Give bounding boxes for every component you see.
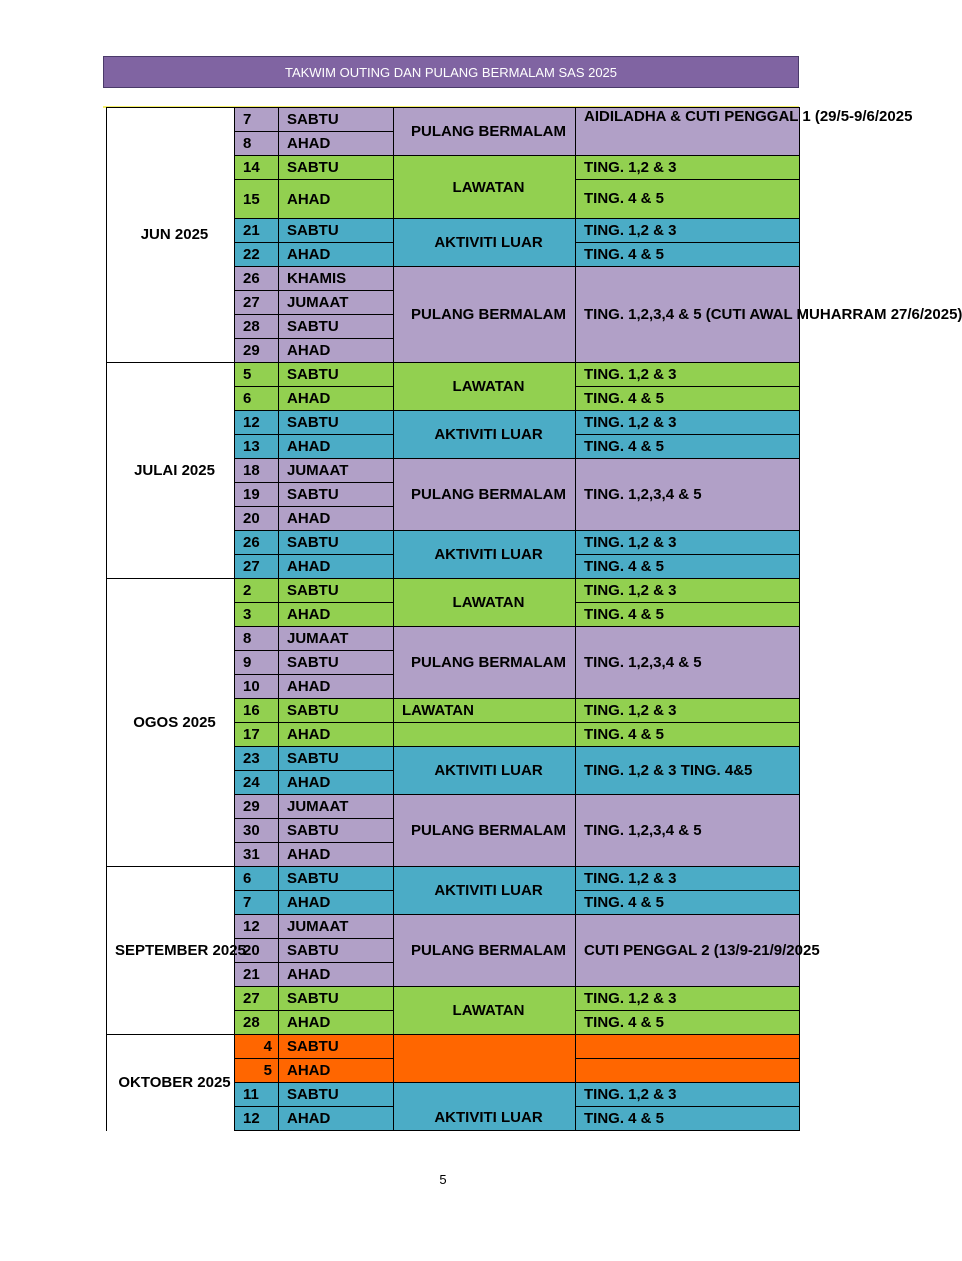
date-cell: 27 — [235, 987, 279, 1011]
date-cell: 3 — [235, 603, 279, 627]
date-cell: 17 — [235, 723, 279, 747]
month-label: OGOS 2025 — [133, 713, 216, 731]
event-cell: PULANG BERMALAM — [394, 459, 576, 531]
day-cell: AHAD — [279, 675, 394, 699]
page-number: 5 — [439, 1172, 447, 1187]
date-cell: 14 — [235, 156, 279, 180]
day-cell: SABTU — [279, 363, 394, 387]
date-cell: 10 — [235, 675, 279, 699]
day-cell: SABTU — [279, 108, 394, 132]
note-cell: TING. 1,2 & 3 TING. 4&5 — [576, 747, 800, 795]
event-cell: AKTIVITI LUAR — [394, 531, 576, 579]
day-cell: SABTU — [279, 156, 394, 180]
day-cell: SABTU — [279, 1035, 394, 1059]
date-cell: 21 — [235, 963, 279, 987]
event-cell: AKTIVITI LUAR — [394, 1083, 576, 1131]
date-cell: 27 — [235, 291, 279, 315]
note-cell: TING. 4 & 5 — [576, 1011, 800, 1035]
date-cell: 28 — [235, 315, 279, 339]
day-cell: SABTU — [279, 1083, 394, 1107]
date-cell: 5 — [235, 363, 279, 387]
event-cell: AKTIVITI LUAR — [394, 747, 576, 795]
date-cell: 24 — [235, 771, 279, 795]
note-cell: TING. 1,2,3,4 & 5 — [576, 627, 800, 699]
note-cell: TING. 1,2 & 3 — [576, 363, 800, 387]
note-cell: TING. 4 & 5 — [576, 723, 800, 747]
date-cell: 6 — [235, 387, 279, 411]
document-title: TAKWIM OUTING DAN PULANG BERMALAM SAS 2025 — [284, 65, 618, 80]
note-cell: TING. 1,2 & 3 — [576, 531, 800, 555]
date-cell: 6 — [235, 867, 279, 891]
day-cell: AHAD — [279, 723, 394, 747]
day-cell: AHAD — [279, 891, 394, 915]
event-cell: PULANG BERMALAM — [394, 795, 576, 867]
day-cell: AHAD — [279, 243, 394, 267]
note-cell: TING. 1,2 & 3 — [576, 156, 800, 180]
event-cell: PULANG BERMALAM — [394, 627, 576, 699]
month-cell — [107, 363, 235, 579]
day-cell: AHAD — [279, 963, 394, 987]
day-cell: JUMAAT — [279, 627, 394, 651]
day-cell: SABTU — [279, 651, 394, 675]
day-cell: AHAD — [279, 771, 394, 795]
day-cell: SABTU — [279, 411, 394, 435]
table-row — [107, 867, 800, 891]
day-cell: AHAD — [279, 339, 394, 363]
date-cell: 7 — [235, 108, 279, 132]
event-cell: LAWATAN — [394, 579, 576, 627]
table-row — [107, 1035, 800, 1059]
day-cell: SABTU — [279, 819, 394, 843]
date-cell: 23 — [235, 747, 279, 771]
note-cell: TING. 4 & 5 — [576, 435, 800, 459]
date-cell: 20 — [235, 507, 279, 531]
day-cell: SABTU — [279, 747, 394, 771]
note-cell — [576, 1059, 800, 1083]
day-cell: JUMAAT — [279, 291, 394, 315]
month-label: JUN 2025 — [140, 226, 209, 243]
day-cell: SABTU — [279, 867, 394, 891]
note-cell: TING. 1,2 & 3 — [576, 699, 800, 723]
event-cell — [394, 723, 576, 747]
table-row — [107, 108, 800, 132]
month-label: SEPTEMBER 2025 — [115, 941, 246, 959]
day-cell: AHAD — [279, 1059, 394, 1083]
note-cell: TING. 4 & 5 — [576, 1107, 800, 1131]
note-cell: TING. 1,2 & 3 — [576, 1083, 800, 1107]
day-cell: AHAD — [279, 555, 394, 579]
note-cell: TING. 1,2,3,4 & 5 (CUTI AWAL MUHARRAM 27/6/2025) — [576, 267, 800, 363]
event-cell: LAWATAN — [394, 699, 576, 723]
day-cell: SABTU — [279, 219, 394, 243]
date-cell: 12 — [235, 411, 279, 435]
day-cell: JUMAAT — [279, 459, 394, 483]
month-cell — [107, 108, 235, 363]
note-cell: TING. 4 & 5 — [576, 387, 800, 411]
day-cell: JUMAAT — [279, 915, 394, 939]
note-cell: CUTI PENGGAL 2 (13/9-21/9/2025 — [576, 915, 800, 987]
note-cell: TING. 1,2,3,4 & 5 — [576, 459, 800, 531]
date-cell: 16 — [235, 699, 279, 723]
date-cell: 26 — [235, 531, 279, 555]
event-cell: AKTIVITI LUAR — [394, 219, 576, 267]
note-cell — [576, 1035, 800, 1059]
month-label: OKTOBER 2025 — [118, 1073, 231, 1091]
month-cell — [107, 1035, 235, 1131]
event-cell — [394, 1035, 576, 1083]
note-cell: TING. 1,2 & 3 — [576, 867, 800, 891]
date-cell: 29 — [235, 795, 279, 819]
note-cell: AIDILADHA & CUTI PENGGAL 1 (29/5-9/6/2025 — [576, 108, 800, 156]
event-cell: AKTIVITI LUAR — [394, 411, 576, 459]
calendar-table — [106, 107, 962, 1131]
day-cell: AHAD — [279, 132, 394, 156]
day-cell: AHAD — [279, 843, 394, 867]
note-cell: TING. 4 & 5 — [576, 243, 800, 267]
day-cell: SABTU — [279, 483, 394, 507]
month-cell — [107, 579, 235, 867]
day-cell: AHAD — [279, 435, 394, 459]
date-cell: 12 — [235, 915, 279, 939]
event-cell: LAWATAN — [394, 156, 576, 219]
date-cell: 8 — [235, 132, 279, 156]
day-cell: JUMAAT — [279, 795, 394, 819]
note-cell: TING. 1,2 & 3 — [576, 987, 800, 1011]
note-cell: TING. 1,2 & 3 — [576, 219, 800, 243]
day-cell: SABTU — [279, 699, 394, 723]
date-cell: 21 — [235, 219, 279, 243]
note-cell: TING. 4 & 5 — [576, 891, 800, 915]
table-row — [107, 363, 800, 387]
date-cell: 31 — [235, 843, 279, 867]
date-cell: 29 — [235, 339, 279, 363]
date-cell: 4 — [235, 1035, 279, 1059]
note-cell: TING. 4 & 5 — [576, 603, 800, 627]
day-cell: SABTU — [279, 531, 394, 555]
day-cell: AHAD — [279, 603, 394, 627]
month-label: JULAI 2025 — [134, 461, 215, 479]
date-cell: 20 — [235, 939, 279, 963]
table-row — [107, 579, 800, 603]
date-cell: 28 — [235, 1011, 279, 1035]
day-cell: SABTU — [279, 939, 394, 963]
date-cell: 15 — [235, 180, 279, 219]
event-cell: LAWATAN — [394, 363, 576, 411]
day-cell: SABTU — [279, 315, 394, 339]
event-cell: PULANG BERMALAM — [394, 108, 576, 156]
date-cell: 11 — [235, 1083, 279, 1107]
date-cell: 19 — [235, 483, 279, 507]
note-cell: TING. 1,2 & 3 — [576, 579, 800, 603]
day-cell: SABTU — [279, 579, 394, 603]
document-title-bar — [103, 56, 799, 88]
note-cell: TING. 1,2,3,4 & 5 — [576, 795, 800, 867]
event-cell: PULANG BERMALAM — [394, 267, 576, 363]
date-cell: 2 — [235, 579, 279, 603]
day-cell: AHAD — [279, 180, 394, 219]
date-cell: 22 — [235, 243, 279, 267]
event-cell: PULANG BERMALAM — [394, 915, 576, 987]
day-cell: AHAD — [279, 387, 394, 411]
note-cell: TING. 1,2 & 3 — [576, 411, 800, 435]
event-cell: AKTIVITI LUAR — [394, 867, 576, 915]
note-cell: TING. 4 & 5 — [576, 180, 800, 219]
day-cell: AHAD — [279, 1011, 394, 1035]
month-cell — [107, 867, 246, 1035]
date-cell: 18 — [235, 459, 279, 483]
event-cell: LAWATAN — [394, 987, 576, 1035]
date-cell: 8 — [235, 627, 279, 651]
date-cell: 7 — [235, 891, 279, 915]
note-cell: TING. 4 & 5 — [576, 555, 800, 579]
date-cell: 30 — [235, 819, 279, 843]
date-cell: 9 — [235, 651, 279, 675]
date-cell: 5 — [235, 1059, 279, 1083]
date-cell: 26 — [235, 267, 279, 291]
day-cell: KHAMIS — [279, 267, 394, 291]
day-cell: SABTU — [279, 987, 394, 1011]
day-cell: AHAD — [279, 1107, 394, 1131]
date-cell: 27 — [235, 555, 279, 579]
day-cell: AHAD — [279, 507, 394, 531]
date-cell: 12 — [235, 1107, 279, 1131]
date-cell: 13 — [235, 435, 279, 459]
